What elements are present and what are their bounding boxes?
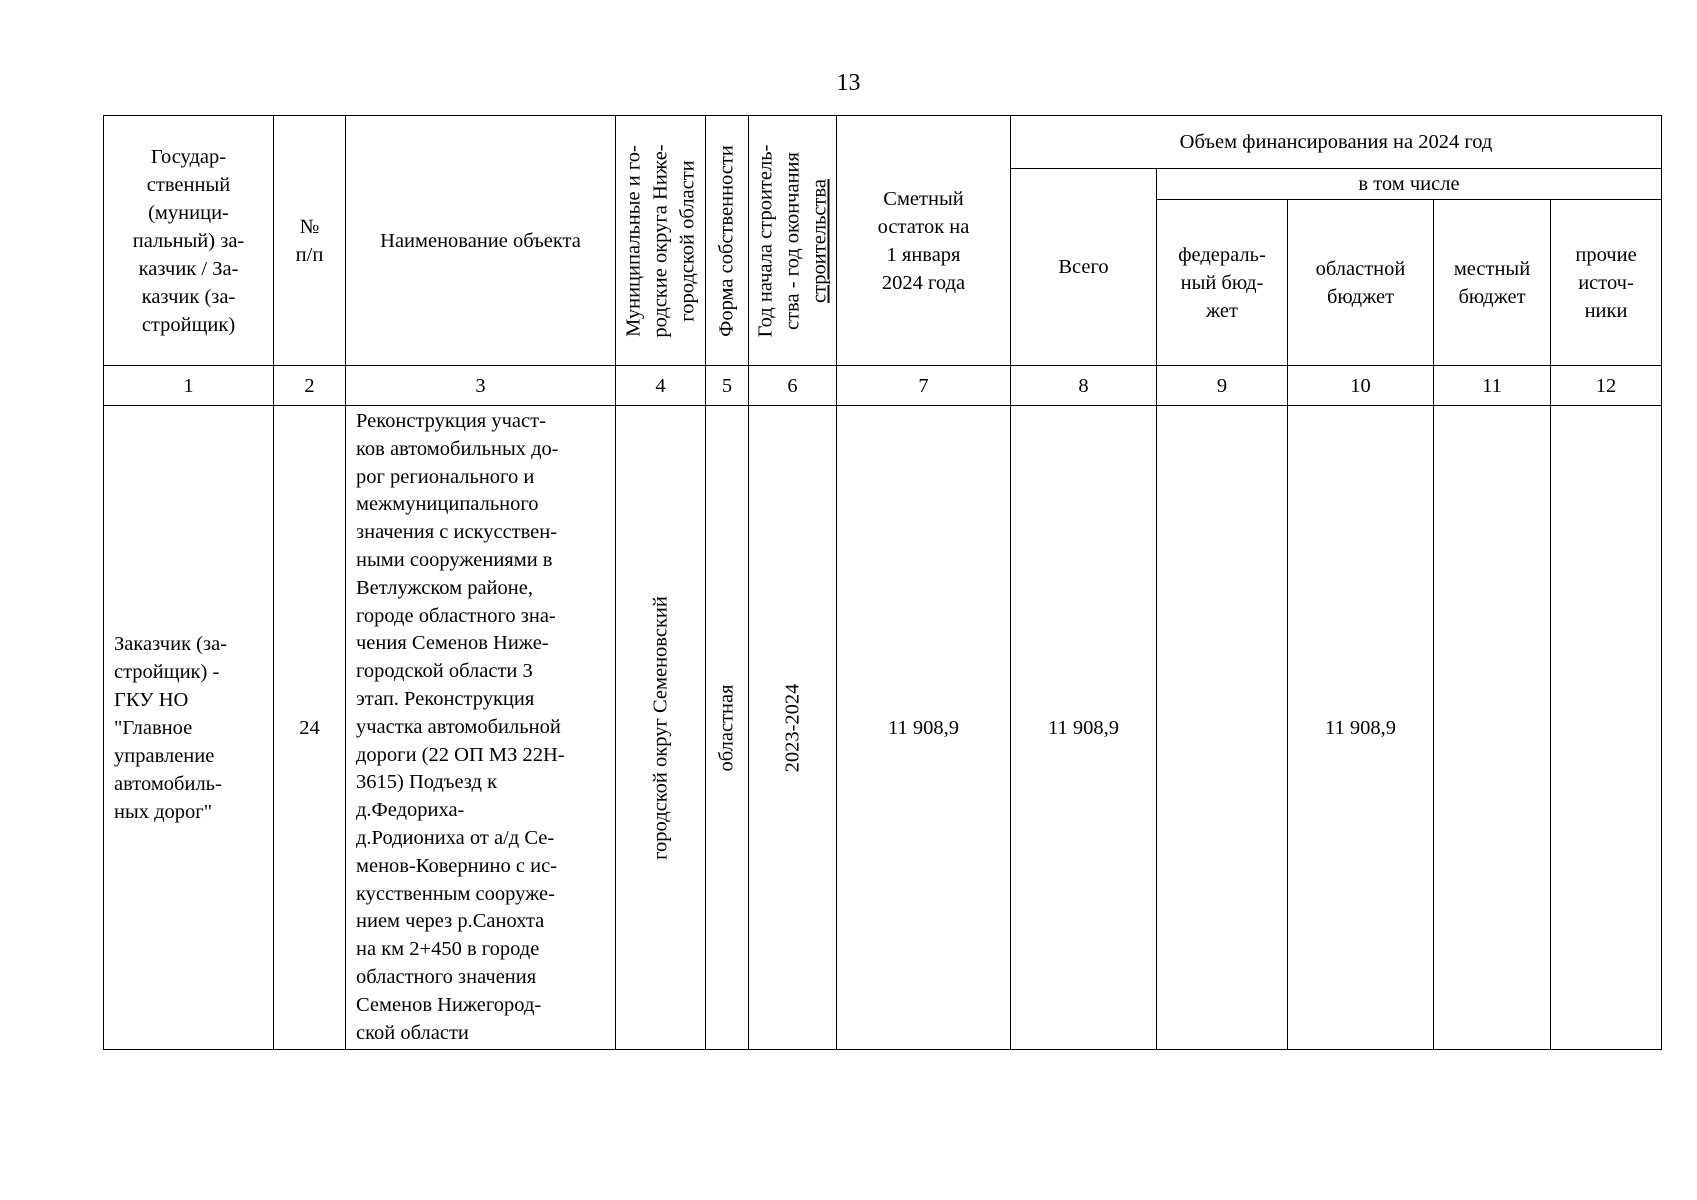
header-total: Всего	[1011, 169, 1157, 366]
header-years: Год начала строитель- ства - год окончания строительства	[749, 116, 837, 366]
header-municipal: Муниципальные и го- родские округа Ниже- городской области	[616, 116, 706, 366]
row-object-name: Реконструкция участ- ков автомобильных до- рог регионального и межмуниципального значения с искусствен- ными сооружениями в Ветлужском районе, городе областного зна- чения Семенов Ниже- городской области 3 этап. Реконструкция участка автомобильной дороги (22 ОП МЗ 22Н- 3615) Подъезд к д.Федориха- д.Родиониха от а/д Се- менов-Ковернино с ис- кусственным сооруже- нием через р.Санохта на км 2+450 в городе областного значения Семенов Нижегород- ской области	[346, 406, 616, 1050]
header-row-1	[104, 116, 1662, 169]
table-row	[104, 406, 1662, 1050]
header-object-name: Наименование объекта	[346, 116, 616, 366]
row-municipal: городской округ Семеновский	[616, 406, 706, 1050]
row-years: 2023-2024	[749, 406, 837, 1050]
col-number-6: 6	[749, 366, 837, 406]
row-local	[1434, 406, 1551, 1050]
row-number: 24	[274, 406, 346, 1050]
col-number-10: 10	[1288, 366, 1434, 406]
header-including: в том числе	[1157, 169, 1662, 200]
col-number-9: 9	[1157, 366, 1288, 406]
row-ownership: областная	[706, 406, 749, 1050]
row-remainder: 11 908,9	[837, 406, 1011, 1050]
header-number: № п/п	[274, 116, 346, 366]
col-number-1: 1	[104, 366, 274, 406]
col-number-7: 7	[837, 366, 1011, 406]
header-financing: Объем финансирования на 2024 год	[1011, 116, 1662, 169]
col-number-2: 2	[274, 366, 346, 406]
row-other	[1551, 406, 1662, 1050]
header-federal: федераль- ный бюд- жет	[1157, 200, 1288, 366]
col-number-12: 12	[1551, 366, 1662, 406]
row-customer: Заказчик (за- стройщик) - ГКУ НО "Главное управление автомобиль- ных дорог"	[104, 406, 274, 1050]
column-number-row	[104, 366, 1662, 406]
col-number-4: 4	[616, 366, 706, 406]
row-federal	[1157, 406, 1288, 1050]
header-regional: областной бюджет	[1288, 200, 1434, 366]
col-number-11: 11	[1434, 366, 1551, 406]
header-local: местный бюджет	[1434, 200, 1551, 366]
col-number-8: 8	[1011, 366, 1157, 406]
row-regional: 11 908,9	[1288, 406, 1434, 1050]
header-customer: Государ- ственный (муници- пальный) за- казчик / За- казчик (за- стройщик)	[104, 116, 274, 366]
header-ownership: Форма собственности	[706, 116, 749, 366]
header-other: прочие источ- ники	[1551, 200, 1662, 366]
row-total: 11 908,9	[1011, 406, 1157, 1050]
col-number-5: 5	[706, 366, 749, 406]
col-number-3: 3	[346, 366, 616, 406]
header-remainder: Сметный остаток на 1 января 2024 года	[837, 116, 1011, 366]
financing-table	[103, 115, 1662, 1050]
page-number: 13	[836, 70, 861, 96]
